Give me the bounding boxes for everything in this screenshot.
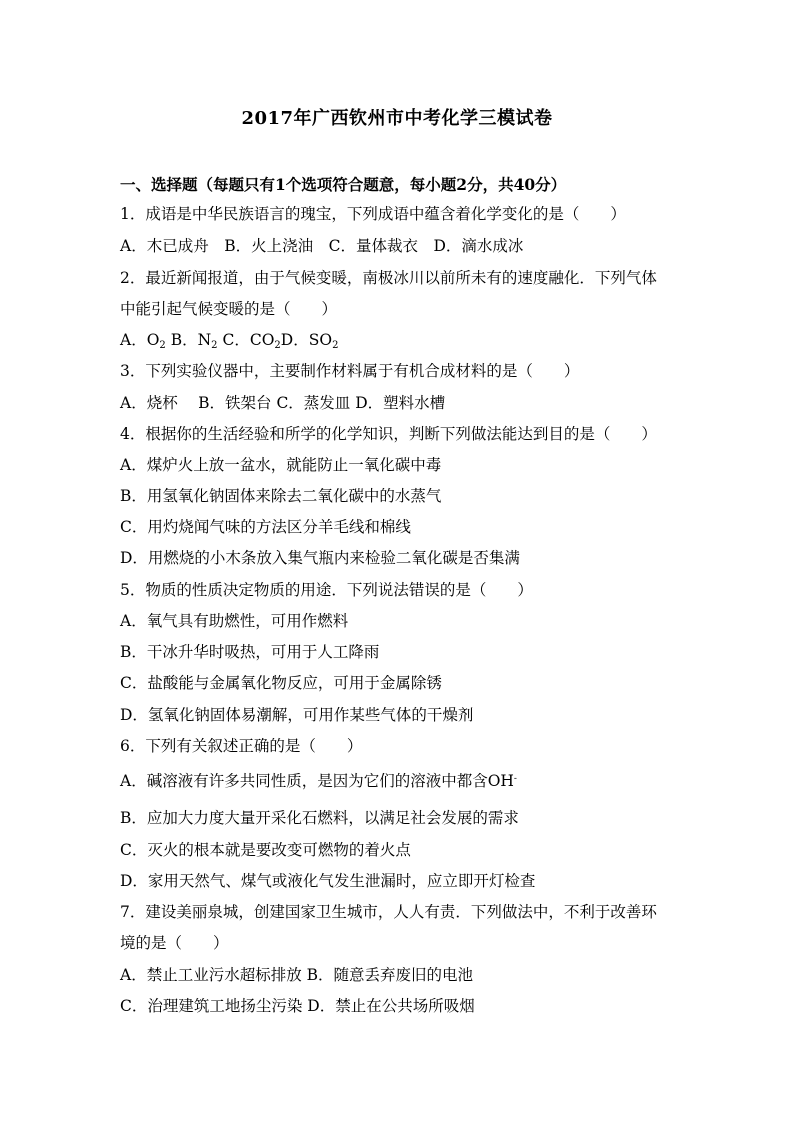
option-a-text: A．碱溶液有许多共同性质，是因为它们的溶液中都含OH (120, 772, 514, 790)
option-d: D．SO (280, 331, 333, 349)
question-7-options-ab: A．禁止工业污水超标排放 B．随意丢弃废旧的电池 (120, 966, 474, 984)
question-3-options: A．烧杯 B．铁架台 C．蒸发皿 D．塑料水槽 (120, 394, 446, 412)
subscript: 2 (274, 340, 281, 351)
option-a: A．O (120, 331, 160, 349)
question-6-stem: 6．下列有关叙述正确的是（ ） (120, 737, 363, 755)
question-5-option-a: A．氧气具有助燃性，可用作燃料 (120, 612, 349, 630)
question-4-option-b: B．用氢氧化钠固体来除去二氧化碳中的水蒸气 (120, 487, 442, 505)
option-c: C．CO (222, 331, 275, 349)
question-4-option-a: A．煤炉火上放一盆水，就能防止一氧化碳中毒 (120, 456, 442, 474)
question-7-stem-line-1: 7．建设美丽泉城，创建国家卫生城市，人人有责．下列做法中，不利于改善环 (120, 903, 657, 921)
question-3-stem: 3．下列实验仪器中，主要制作材料属于有机合成材料的是（ ） (120, 362, 580, 380)
question-5-stem: 5．物质的性质决定物质的用途．下列说法错误的是（ ） (120, 581, 533, 599)
question-5-option-c: C．盐酸能与金属氧化物反应，可用于金属除锈 (120, 674, 442, 692)
question-1-stem: 1．成语是中华民族语言的瑰宝，下列成语中蕴含着化学变化的是（ ） (120, 205, 626, 223)
question-7-stem-line-2: 境的是（ ） (120, 934, 229, 952)
question-6-option-b: B．应加大力度大量开采化石燃料，以满足社会发展的需求 (120, 809, 519, 827)
question-6-option-c: C．灭火的根本就是要改变可燃物的着火点 (120, 841, 411, 859)
superscript: - (513, 774, 517, 784)
question-4-stem: 4．根据你的生活经验和所学的化学知识，判断下列做法能达到目的是（ ） (120, 425, 657, 443)
option-b: B．N (170, 331, 212, 349)
question-2-stem-line-1: 2．最近新闻报道，由于气候变暖，南极冰川以前所未有的速度融化．下列气体 (120, 269, 657, 287)
page-title: 2017年广西钦州市中考化学三模试卷 (241, 108, 553, 129)
question-6-option-a (120, 771, 517, 791)
question-5-option-b: B．干冰升华时吸热，可用于人工降雨 (120, 643, 380, 661)
question-6-option-d: D．家用天然气、煤气或液化气发生泄漏时，应立即开灯检查 (120, 872, 536, 890)
section-heading: 一、选择题（每题只有1个选项符合题意，每小题2分，共40分） (120, 175, 567, 194)
question-2-options (120, 330, 338, 350)
question-1-options: A．木已成舟 B．火上浇油 C．量体裁衣 D．滴水成冰 (120, 237, 524, 255)
question-5-option-d: D．氢氧化钠固体易潮解，可用作某些气体的干燥剂 (120, 706, 474, 724)
subscript: 2 (211, 340, 218, 351)
subscript: 2 (332, 340, 339, 351)
subscript: 2 (159, 340, 166, 351)
question-7-options-cd: C．治理建筑工地扬尘污染 D．禁止在公共场所吸烟 (120, 997, 475, 1015)
question-4-option-c: C．用灼烧闻气味的方法区分羊毛线和棉线 (120, 518, 411, 536)
question-2-stem-line-2: 中能引起气候变暖的是（ ） (120, 300, 338, 318)
question-4-option-d: D．用燃烧的小木条放入集气瓶内来检验二氧化碳是否集满 (120, 549, 520, 567)
